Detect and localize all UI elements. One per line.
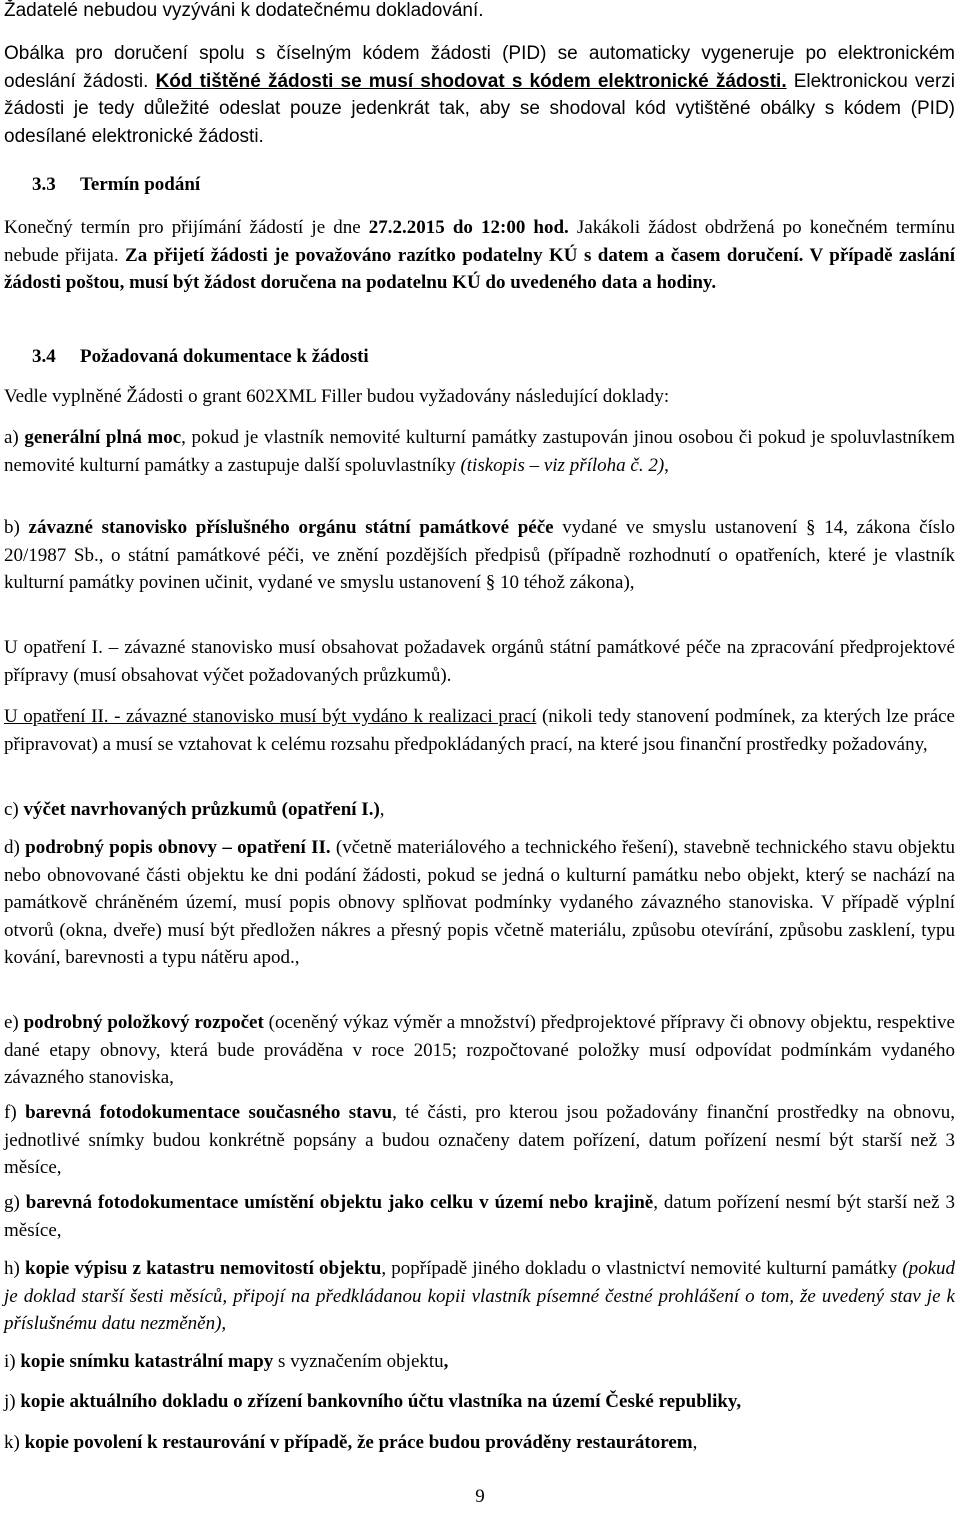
item-d-title: podrobný popis obnovy – opatření II. — [25, 837, 331, 858]
item-a-note: (tiskopis – viz příloha č. 2) — [460, 454, 665, 476]
item-e-title: podrobný položkový rozpočet — [23, 1012, 264, 1033]
item-b-law-text: vydané ve smyslu ustanovení § 14, zákona číslo 20/1987 Sb. — [4, 517, 956, 566]
item-i-end: , — [443, 1351, 449, 1372]
list-item-d — [4, 834, 955, 972]
item-h-note: (pokud je doklad starší šesti měsíců, připojí na předkládanou kopii vlastník písemné čestné prohlášení o tom, že uvedený stav je k příslušnému datu nezměněn), — [4, 1258, 956, 1334]
page-number: 9 — [475, 1486, 485, 1507]
item-a-end: , — [664, 454, 669, 476]
no-additional-documents-text: Žadatelé nebudou vyzýváni k dodatečnému dokladování. — [4, 0, 484, 21]
list-item-i — [4, 1348, 955, 1376]
item-h-text: , popřípadě jiného dokladu o vlastnictví nemovité kulturní památky — [381, 1258, 903, 1279]
list-item-c — [4, 796, 955, 824]
list-item-a — [4, 424, 955, 479]
deadline-text: Konečný termín pro přijímání žádostí je dne — [4, 217, 369, 238]
measure-1-label: U opatření I. — [4, 637, 103, 658]
item-h-title: kopie výpisu z katastru nemovitostí objektu — [25, 1258, 382, 1279]
list-marker: b) — [4, 517, 29, 538]
list-marker: i) — [4, 1351, 21, 1372]
paragraph-deadline — [4, 214, 955, 297]
item-b-title: závazné stanovisko příslušného orgánu státní památkové péče — [28, 517, 554, 538]
list-item-j — [4, 1388, 955, 1416]
list-item-e — [4, 1009, 955, 1092]
envelope-code-match-text: Kód tištěné žádosti se musí shodovat s kódem elektronické žádosti. — [155, 70, 787, 92]
list-marker: d) — [4, 837, 26, 858]
item-c-title: výčet navrhovaných průzkumů (opatření I.) — [23, 799, 380, 820]
section-number: 3.4 — [32, 346, 56, 367]
list-marker: e) — [4, 1012, 24, 1033]
list-marker: j) — [4, 1391, 21, 1412]
paragraph-required-docs-intro — [4, 383, 955, 411]
measure-2-label: U opatření II. - závazné stanovisko musí být vydáno k realizaci prací — [4, 706, 537, 727]
paragraph-measure-1 — [4, 634, 955, 689]
item-e-text: (oceněný výkaz výměr a množství) předprojektové přípravy či obnovy objektu, respektive dané etapy obnovy, která bude prováděna v roce 2015; rozpočtované položky musí odpovídat podmínkám vydaného závazného stanoviska, — [4, 1012, 955, 1088]
item-g-text: , datum pořízení nesmí být starší než 3 měsíce, — [4, 1192, 955, 1241]
measure-2-text: (nikoli tedy stanovení podmínek, za kterých lze práce připravovat) a musí se vztahovat k celému rozsahu předpokládaných prací, na které jsou finanční prostředky požadovány, — [4, 706, 955, 755]
deadline-late-text: Jakákoli žádost obdržená po konečném termínu nebude přijata. — [4, 217, 955, 266]
item-j-title: kopie aktuálního dokladu o zřízení bankovního účtu vlastníka na území České republiky — [20, 1391, 737, 1412]
list-item-f — [4, 1099, 955, 1182]
measure-1-text: – závazné stanovisko musí obsahovat požadavek orgánů státní památkové péče na zpracování předprojektové přípravy (musí obsahovat výčet požadovaných průzkumů). — [4, 637, 955, 686]
required-docs-intro-text: Vedle vyplněné Žádosti o grant 602XML Filler budou vyžadovány následující doklady: — [4, 386, 670, 407]
item-g-title: barevná fotodokumentace umístění objektu jako celku v území nebo krajině — [25, 1192, 654, 1213]
item-k-end: , — [692, 1432, 698, 1453]
deadline-date: 27.2.2015 do 12:00 hod. — [368, 217, 569, 238]
section-heading-3-3 — [32, 171, 200, 198]
item-i-title: kopie snímku katastrální mapy — [20, 1351, 274, 1372]
item-k-title: kopie povolení k restaurování v případě, že práce budou prováděny restaurátorem — [24, 1432, 693, 1453]
item-i-text: s vyznačením objektu — [273, 1351, 444, 1372]
list-item-k — [4, 1429, 955, 1457]
item-f-title: barevná fotodokumentace současného stavu — [25, 1102, 393, 1123]
section-title: Požadovaná dokumentace k žádosti — [80, 346, 369, 367]
paragraph-envelope — [4, 40, 955, 150]
item-j-end: , — [736, 1391, 742, 1412]
paragraph-measure-2 — [4, 703, 955, 758]
section-title: Termín podání — [80, 174, 201, 195]
list-marker: f) — [4, 1102, 26, 1123]
item-d-text: (včetně materiálového a technického řešení), stavebně technického stavu objektu nebo obnovované části objektu ke dni podání žádosti, pokud se jedná o kulturní památku nebo objekt, který se nachází na památkově chráněném území, musí popis obnovy splňovat podmínky vydaného závazného stanoviska. V případě výplní otvorů (okna, dveře) musí být předložen nákres a přesný popis včetně materiálu, způsobu otevírání, způsobu zasklení, typu kování, barevnosti a typu nátěru apod., — [4, 837, 955, 968]
list-item-b — [4, 514, 955, 597]
section-heading-3-4 — [32, 343, 369, 370]
list-item-h — [4, 1255, 955, 1338]
envelope-send-once-text: Elektronickou verzi žádosti je tedy důležité odeslat pouze jedenkrát tak, aby se shodoval kód vytištěné obálky s kódem (PID) odesílané elektronické žádosti. — [4, 70, 956, 147]
item-b-text: , o státní památkové péči, ve znění pozdějších předpisů (případně rozhodnutí o opatřeních, které je vlastník kulturní památky povinen učinit, vydané ve smyslu ustanovení § 10 téhož zákona), — [4, 544, 955, 593]
section-number: 3.3 — [32, 174, 56, 195]
item-a-text: , pokud je vlastník nemovité kulturní památky zastupován jinou osobou či pokud je spoluvlastníkem nemovité kulturní památky a zastupuje další spoluvlastníky — [4, 427, 955, 476]
list-marker: a) — [4, 427, 25, 448]
envelope-text: Obálka pro doručení spolu s číselným kódem žádosti (PID) se automaticky vygeneruje po elektronickém odeslání žádosti. — [4, 43, 955, 92]
list-marker: h) — [4, 1258, 26, 1279]
list-marker: k) — [4, 1432, 25, 1453]
list-marker: g) — [4, 1192, 26, 1213]
item-f-text: , té části, pro kterou jsou požadovány finanční prostředky na obnovu, jednotlivé snímky budou konkrétně popsány a budou označeny datem pořízení, datum pořízení nesmí být starší než 3 měsíce, — [4, 1102, 955, 1178]
item-a-title: generální plná moc — [24, 427, 182, 448]
deadline-stamp-text: Za přijetí žádosti je považováno razítko podatelny KÚ s datem a časem doručení. V případě zaslání žádosti poštou, musí být žádost doručena na podatelnu KÚ do uvedeného data a hodiny. — [4, 244, 956, 293]
item-c-end: , — [379, 799, 385, 820]
list-marker: c) — [4, 799, 24, 820]
paragraph-no-additional-documents — [4, 0, 955, 25]
list-item-g — [4, 1189, 955, 1244]
